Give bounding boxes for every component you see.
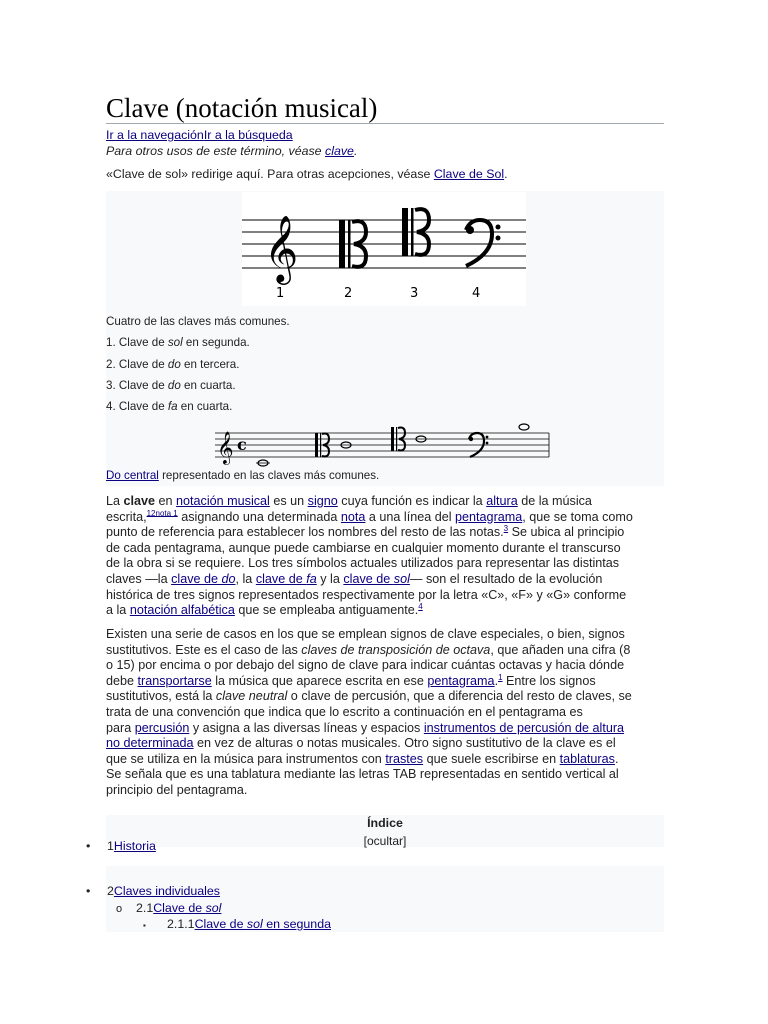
middle-c-image[interactable] — [215, 423, 551, 467]
hatnote-text: . — [353, 144, 358, 158]
figure2-caption — [106, 468, 379, 484]
notacion-musical-link[interactable]: notación musical — [176, 494, 270, 508]
toc-link[interactable]: Clave de sol — [153, 901, 222, 915]
hatnote-other-uses — [106, 143, 357, 159]
transportarse-link[interactable]: transportarse — [137, 673, 212, 688]
pentagrama-link[interactable]: pentagrama — [427, 673, 495, 688]
svg-text:c: c — [237, 435, 247, 454]
hatnote-clave-de-sol-link[interactable]: Clave de Sol — [433, 167, 505, 181]
toc-item-claves-individuales[interactable]: • 2Claves individuales — [86, 884, 220, 898]
altura-link[interactable]: altura — [486, 494, 518, 508]
intro-paragraph: La clave en notación musical es un signo cuya función es indicar la altura de la música escrita,$^{12nota 1}$ asignando una determinada nota a una línea del pentagrama, que se toma como punto de referencia para establecer los nombres del resto de las notas.$^3$ Se ubica al principio de cada pentagrama, aunque puede cambiarse en cualquier momento durante el transcurso de la obra si se requiere. Los tres símbolos actuales utilizados para representar las distintas claves —la clave de do, la clave de fa y la clave de sol— son el resultado de la evolución histórica de tres signos representados respectivamente por la letra «C», «F» y «G» conforme a la notación alfabética que se empleaba antiguamente.$^4$ — [106, 494, 633, 618]
toc-header — [106, 815, 664, 847]
clef-number-4: 4 — [472, 286, 481, 301]
percusion-link[interactable]: percusión — [134, 720, 190, 735]
hatnote-redirect — [106, 166, 508, 182]
treble-clef-icon: 𝄞 — [264, 214, 299, 282]
instrumentos-percusion-link-cont[interactable]: no determinada — [106, 736, 194, 751]
clef-number-3: 3 — [410, 286, 419, 301]
whole-note-icon — [519, 424, 529, 430]
toc-toggle-button[interactable]: [ocultar] — [363, 834, 407, 848]
clave-de-fa-link[interactable]: clave de fa — [255, 571, 317, 586]
toc-link[interactable]: Claves individuales — [113, 884, 220, 898]
toc-link[interactable]: Clave de sol en segunda — [194, 917, 331, 931]
toc-item-clave-de-sol-en-segunda[interactable]: ▪ 2.1.1Clave de sol en segunda — [143, 917, 331, 931]
clave-de-sol-link[interactable]: clave de sol — [343, 571, 410, 586]
bass-clef-icon — [466, 220, 501, 266]
reference-link[interactable]: 1 — [498, 672, 503, 682]
jump-links — [106, 127, 293, 143]
figure1-caption-line1: Cuatro de las claves más comunes. — [106, 315, 290, 328]
four-clefs-drawing — [242, 192, 526, 306]
figure1-caption-line5: 4. Clave de fa en cuarta. — [106, 400, 233, 413]
toc-item-clave-de-sol[interactable]: o 2.1Clave de sol — [116, 901, 222, 915]
reference-link[interactable]: 12nota 1 — [146, 508, 178, 518]
figure1-caption-line4: 3. Clave de do en cuarta. — [106, 379, 236, 392]
treble-clef-icon: 𝄞 — [217, 431, 234, 464]
reference-link[interactable]: 3 — [503, 524, 509, 533]
page-title: Clave (notación musical) — [106, 93, 378, 123]
pentagrama-link[interactable]: pentagrama — [455, 509, 523, 524]
toc-link[interactable]: Historia — [113, 839, 156, 853]
tablaturas-link[interactable]: tablaturas — [559, 751, 615, 766]
instrumentos-percusion-link[interactable]: instrumentos de percusión de altura — [423, 720, 625, 735]
jump-to-navigation-link[interactable]: Ir a la navegación — [106, 128, 204, 142]
figure1-caption-line3: 2. Clave de do en tercera. — [106, 358, 240, 371]
special-clefs-paragraph: Existen una serie de casos en los que se emplean signos de clave especiales, o bien, signos sustitutivos. Este es el caso de las claves de transposición de octava, que añaden una cifra (8 o 15) por encima o por debajo del signo de clave para indicar cuántas octavas y hacia dónde debe transportarse la música que aparece escrita en ese pentagrama.$^1$ Entre los signos sustitutivos, está la clave neutral o clave de percusión, que a diferencia del resto de claves, se trata de una convención que indica que lo escrito a continuación en el pentagrama es para percusión y asigna a las diversas líneas y espacios instrumentos de percusión de altura no determinada en vez de alturas o notas musicales. Otro signo sustitutivo de la clave es el que se utiliza en la música para instrumentos con trastes que suele escribirse en tablaturas. Se señala que es una tablatura mediante las letras TAB representadas en sentido vertical al principio del pentagrama. — [106, 627, 632, 797]
jump-to-search-link[interactable]: Ir a la búsqueda — [203, 128, 293, 142]
toc-title: Índice — [367, 816, 403, 830]
trastes-link[interactable]: trastes — [385, 751, 424, 766]
toc-item-historia[interactable]: • 1Historia — [86, 839, 156, 853]
hatnote-text: Para otros usos de este término, véase — [106, 144, 326, 158]
signo-link[interactable]: signo — [307, 494, 338, 508]
clave-de-do-link[interactable]: clave de do — [171, 571, 236, 586]
title-divider — [106, 123, 664, 124]
do-central-link[interactable]: Do central — [106, 469, 159, 482]
nota-link[interactable]: nota — [340, 509, 366, 524]
figure2-caption-text: representado en las claves más comunes. — [158, 469, 380, 482]
notacion-alfabetica-link[interactable]: notación alfabética — [129, 603, 235, 618]
reference-link[interactable]: 4 — [418, 601, 423, 611]
middle-c-drawing — [215, 423, 551, 467]
four-clefs-image[interactable] — [242, 192, 526, 306]
clef-number-1: 1 — [276, 286, 285, 301]
hatnote-text: «Clave de sol» redirige aquí. Para otras acepciones, véase — [106, 167, 434, 181]
clef-number-2: 2 — [344, 286, 353, 301]
figure1-caption-line2: 1. Clave de sol en segunda. — [106, 336, 250, 349]
hatnote-text: . — [504, 167, 508, 181]
hatnote-clave-link[interactable]: clave — [325, 144, 354, 158]
